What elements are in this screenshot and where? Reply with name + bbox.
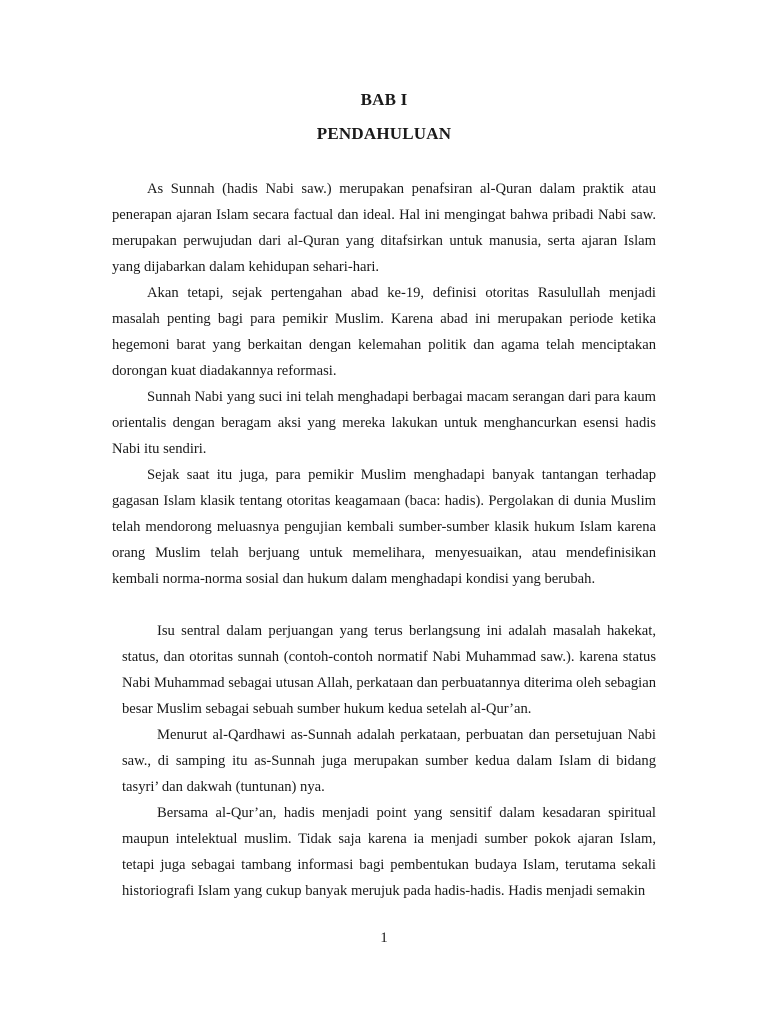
chapter-number: BAB I <box>360 90 408 109</box>
paragraph-7: Bersama al-Qur’an, hadis menjadi point yang sensitif dalam kesadaran spiritual maupun intelektual muslim. Tidak saja karena ia menjadi sumber pokok ajaran Islam, tetapi juga sebagai tambang informasi bagi pembentukan budaya Islam, terutama sekali historiografi Islam yang cukup banyak merujuk pada hadis-hadis. Hadis menjadi semakin <box>122 805 656 899</box>
chapter-title: PENDAHULUAN <box>316 124 452 143</box>
paragraph-6: Menurut al-Qardhawi as-Sunnah adalah perkataan, perbuatan dan persetujuan Nabi saw., di samping itu as-Sunnah juga merupakan sumber kedua dalam Islam di bidang tasyri’ dan dakwah (tuntunan) nya. <box>122 727 656 795</box>
paragraph-2: Akan tetapi, sejak pertengahan abad ke-19, definisi otoritas Rasulullah menjadi masalah penting bagi para pemikir Muslim. Karena abad ini merupakan periode ketika hegemoni barat yang berkaitan dengan kelemahan politik dan agama telah menciptakan dorongan kuat diadakannya reformasi. <box>112 285 656 379</box>
page-number: 1 <box>380 930 388 946</box>
paragraph-5: Isu sentral dalam perjuangan yang terus berlangsung ini adalah masalah hakekat, status, dan otoritas sunnah (contoh-contoh normatif Nabi Muhammad saw.). karena status Nabi Muhammad sebagai utusan Allah, perkataan dan perbuatannya diterima oleh sebagian besar Muslim sebagai sebuah sumber hukum kedua setelah al-Qur’an. <box>122 623 656 717</box>
paragraph-3: Sunnah Nabi yang suci ini telah menghadapi berbagai macam serangan dari para kaum orientalis dengan beragam aksi yang mereka lakukan untuk menghancurkan esensi hadis Nabi itu sendiri. <box>112 389 656 457</box>
paragraph-4: Sejak saat itu juga, para pemikir Muslim menghadapi banyak tantangan terhadap gagasan Islam klasik tentang otoritas keagamaan (baca: hadis). Pergolakan di dunia Muslim telah mendorong meluasnya pengujian kembali sumber-sumber klasik hukum Islam karena orang Muslim telah berjuang untuk memelihara, menyesuaikan, atau mendefinisikan kembali norma-norma sosial dan hukum dalam menghadapi kondisi yang berubah. <box>112 467 656 587</box>
paragraph-1: As Sunnah (hadis Nabi saw.) merupakan penafsiran al-Quran dalam praktik atau penerapan ajaran Islam secara factual dan ideal. Hal ini mengingat bahwa pribadi Nabi saw. merupakan perwujudan dari al-Quran yang ditafsirkan untuk manusia, serta ajaran Islam yang dijabarkan dalam kehidupan sehari-hari. <box>112 181 656 275</box>
